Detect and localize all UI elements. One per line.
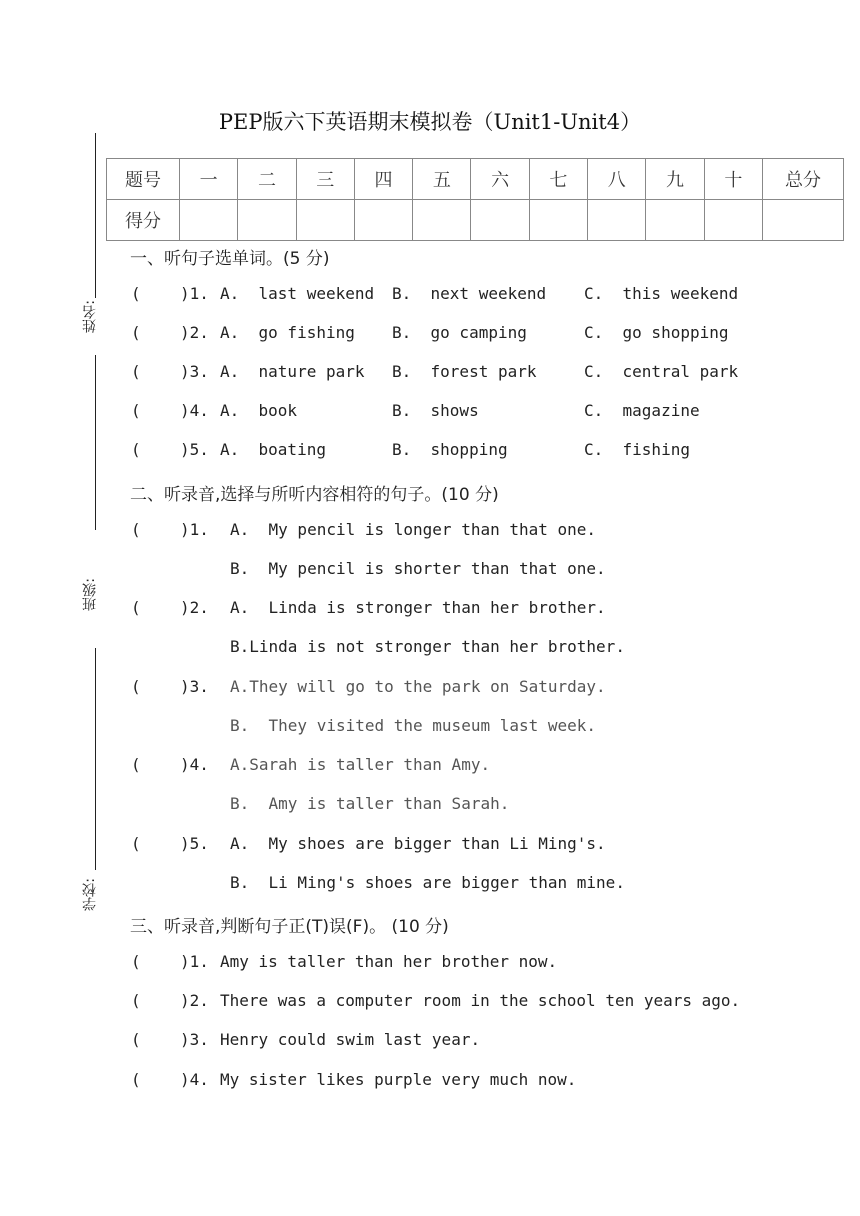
option-c: C. central park (584, 362, 739, 381)
question-number: )5. (180, 440, 209, 459)
binding-line (95, 133, 96, 298)
score-cell (471, 200, 529, 241)
table-cell: 十 (704, 159, 762, 200)
option-b: B. They visited the museum last week. (230, 716, 597, 735)
question-number: )5. (180, 834, 209, 853)
table-cell: 题号 (107, 159, 180, 200)
question-number: )4. (180, 755, 209, 774)
option-a: A.Sarah is taller than Amy. (230, 755, 491, 774)
score-table (106, 158, 844, 241)
option-b: B. shopping (392, 440, 508, 459)
binding-line (95, 648, 96, 870)
answer-paren[interactable]: ( (131, 323, 141, 342)
score-cell (238, 200, 296, 241)
answer-paren[interactable]: ( (131, 520, 141, 539)
answer-paren[interactable]: ( (131, 1030, 141, 1049)
option-a: A. book (220, 401, 298, 420)
answer-paren[interactable]: ( (131, 401, 141, 420)
table-cell: 总分 (763, 159, 844, 200)
option-a: A. go fishing (220, 323, 355, 342)
option-b: B. Li Ming's shoes are bigger than mine. (230, 873, 625, 892)
option-a: A. nature park (220, 362, 365, 381)
table-cell: 六 (471, 159, 529, 200)
option-c: C. fishing (584, 440, 690, 459)
question-number: )3. (180, 677, 209, 696)
option-a: A.They will go to the park on Saturday. (230, 677, 606, 696)
score-cell (763, 200, 844, 241)
answer-paren[interactable]: ( (131, 834, 141, 853)
question-number: )2. (180, 991, 209, 1010)
answer-paren[interactable]: ( (131, 991, 141, 1010)
score-cell (296, 200, 354, 241)
binding-line (95, 355, 96, 530)
option-a: A. My shoes are bigger than Li Ming's. (230, 834, 606, 853)
statement: There was a computer room in the school ten years ago. (220, 991, 741, 1010)
answer-paren[interactable]: ( (131, 284, 141, 303)
table-cell: 九 (646, 159, 704, 200)
name-label: 姓名: (82, 300, 98, 333)
statement: My sister likes purple very much now. (220, 1070, 577, 1089)
score-cell (180, 200, 238, 241)
table-cell: 二 (238, 159, 296, 200)
table-cell: 七 (529, 159, 587, 200)
option-b: B. My pencil is shorter than that one. (230, 559, 606, 578)
answer-paren[interactable]: ( (131, 598, 141, 617)
statement: Amy is taller than her brother now. (220, 952, 558, 971)
score-cell (588, 200, 646, 241)
option-a: A. boating (220, 440, 326, 459)
question-number: )2. (180, 598, 209, 617)
section-3-heading: 三、听录音,判断句子正(T)误(F)。 (10 分) (130, 917, 449, 937)
option-c: C. this weekend (584, 284, 739, 303)
score-cell (529, 200, 587, 241)
section-2-heading: 二、听录音,选择与所听内容相符的句子。(10 分) (130, 485, 499, 505)
option-a: A. Linda is stronger than her brother. (230, 598, 606, 617)
option-c: C. magazine (584, 401, 700, 420)
table-cell: 三 (296, 159, 354, 200)
answer-paren[interactable]: ( (131, 362, 141, 381)
question-number: )1. (180, 520, 209, 539)
option-b: B. next weekend (392, 284, 547, 303)
table-cell: 四 (354, 159, 412, 200)
table-cell: 八 (588, 159, 646, 200)
table-cell: 一 (180, 159, 238, 200)
answer-paren[interactable]: ( (131, 677, 141, 696)
option-b: B. shows (392, 401, 479, 420)
option-b: B. Amy is taller than Sarah. (230, 794, 510, 813)
score-cell (704, 200, 762, 241)
score-cell (413, 200, 471, 241)
class-label: 班级: (82, 578, 98, 611)
table-cell: 得分 (107, 200, 180, 241)
question-number: )3. (180, 1030, 209, 1049)
answer-paren[interactable]: ( (131, 1070, 141, 1089)
score-table-score-row (107, 200, 844, 241)
answer-paren[interactable]: ( (131, 440, 141, 459)
option-c: C. go shopping (584, 323, 729, 342)
option-b: B. forest park (392, 362, 537, 381)
question-number: )1. (180, 284, 209, 303)
question-number: )2. (180, 323, 209, 342)
question-number: )4. (180, 1070, 209, 1089)
question-number: )1. (180, 952, 209, 971)
table-cell: 五 (413, 159, 471, 200)
option-b: B.Linda is not stronger than her brother. (230, 637, 625, 656)
section-1-heading: 一、听句子选单词。(5 分) (130, 249, 330, 269)
score-table-header-row (107, 159, 844, 200)
statement: Henry could swim last year. (220, 1030, 481, 1049)
school-label: 学校: (82, 878, 98, 911)
answer-paren[interactable]: ( (131, 755, 141, 774)
score-cell (646, 200, 704, 241)
question-number: )3. (180, 362, 209, 381)
question-number: )4. (180, 401, 209, 420)
option-a: A. last weekend (220, 284, 375, 303)
option-a: A. My pencil is longer than that one. (230, 520, 597, 539)
page-title: PEP版六下英语期末模拟卷（Unit1-Unit4） (218, 110, 642, 134)
option-b: B. go camping (392, 323, 527, 342)
answer-paren[interactable]: ( (131, 952, 141, 971)
score-cell (354, 200, 412, 241)
